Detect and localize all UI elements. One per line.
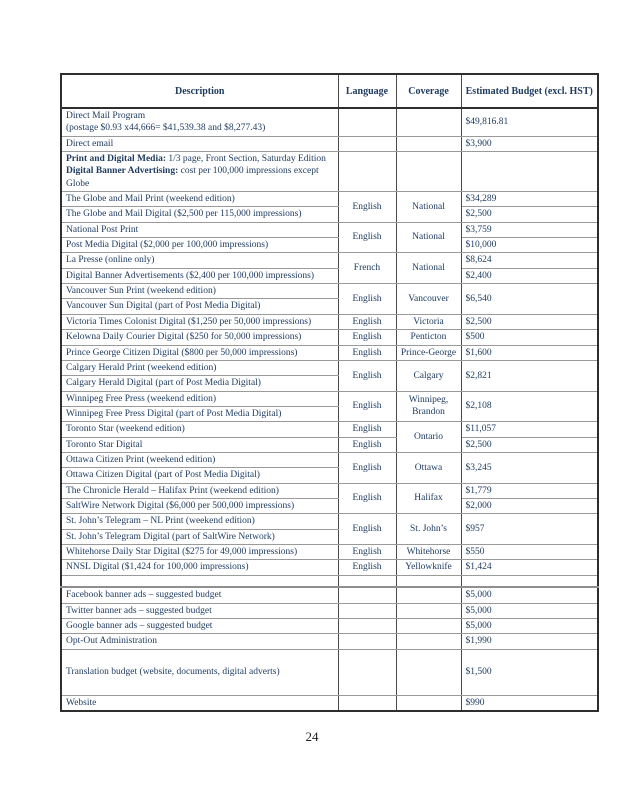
cell-budget: $3,759: [461, 222, 598, 237]
cell-coverage: Whitehorse: [396, 544, 461, 559]
cell-description: The Chronicle Herald – Halifax Print (weekend edition): [61, 483, 338, 498]
cell-budget: $5,000: [461, 603, 598, 618]
table-row: [61, 314, 598, 329]
cell-description: Ottawa Citizen Print (weekend edition): [61, 452, 338, 467]
cell-description: NNSL Digital ($1,424 for 100,000 impressions): [61, 560, 338, 575]
cell-description: Digital Banner Advertisements ($2,400 per 100,000 impressions): [61, 268, 338, 283]
table-row: [61, 222, 598, 237]
table-row: [61, 345, 598, 360]
cell-description: [61, 575, 338, 587]
cell-budget: $2,500: [461, 437, 598, 452]
table-row: [61, 483, 598, 498]
cell-description: Calgary Herald Digital (part of Post Media Digital): [61, 376, 338, 391]
cell-coverage: Penticton: [396, 330, 461, 345]
table-row: [61, 391, 598, 406]
table-row: [61, 452, 598, 467]
table-row: [61, 575, 598, 587]
cell-budget: $2,400: [461, 268, 598, 283]
cell-description: SaltWire Network Digital ($6,000 per 500,000 impressions): [61, 498, 338, 513]
cell-budget: $49,816.81: [461, 108, 598, 136]
cell-language: English: [338, 544, 396, 559]
cell-description: Post Media Digital ($2,000 per 100,000 impressions): [61, 238, 338, 253]
cell-coverage: [396, 695, 461, 711]
cell-coverage: Ottawa: [396, 452, 461, 483]
cell-budget: $8,624: [461, 253, 598, 268]
cell-coverage: [396, 603, 461, 618]
cell-description: Website: [61, 695, 338, 711]
cell-coverage: Yellowknife: [396, 560, 461, 575]
table-row: [61, 360, 598, 375]
cell-description: St. John’s Telegram – NL Print (weekend edition): [61, 514, 338, 529]
cell-budget: $11,057: [461, 422, 598, 437]
cell-description: The Globe and Mail Digital ($2,500 per 115,000 impressions): [61, 207, 338, 222]
cell-description: Toronto Star Digital: [61, 437, 338, 452]
table-row: [61, 437, 598, 452]
cell-description: St. John’s Telegram Digital (part of SaltWire Network): [61, 529, 338, 544]
cell-coverage: Halifax: [396, 483, 461, 514]
cell-budget: $2,500: [461, 314, 598, 329]
table-row: [61, 284, 598, 299]
table-row: [61, 514, 598, 529]
page-number: 24: [305, 729, 319, 744]
cell-language: English: [338, 437, 396, 452]
cell-coverage: [396, 136, 461, 151]
cell-description: Vancouver Sun Digital (part of Post Media Digital): [61, 299, 338, 314]
cell-language: English: [338, 284, 396, 315]
cell-coverage: Vancouver: [396, 284, 461, 315]
cell-coverage: [396, 575, 461, 587]
cell-language: [338, 618, 396, 633]
table-row: [61, 108, 598, 136]
cell-language: [338, 634, 396, 649]
table-row: [61, 695, 598, 711]
cell-description: Ottawa Citizen Digital (part of Post Media Digital): [61, 468, 338, 483]
cell-budget: $1,779: [461, 483, 598, 498]
cell-coverage: National: [396, 253, 461, 284]
cell-description: Opt-Out Administration: [61, 634, 338, 649]
table-row: [61, 560, 598, 575]
table-body: [61, 108, 598, 711]
table-row: [61, 253, 598, 268]
cell-language: English: [338, 345, 396, 360]
cell-coverage: Ontario: [396, 422, 461, 453]
cell-budget: [461, 152, 598, 192]
table-row: [61, 330, 598, 345]
table-row: [61, 238, 598, 253]
table-row: [61, 603, 598, 618]
cell-coverage: [396, 634, 461, 649]
cell-language: [338, 649, 396, 695]
cell-coverage: Calgary: [396, 360, 461, 391]
cell-budget: $500: [461, 330, 598, 345]
cell-language: English: [338, 560, 396, 575]
cell-language: English: [338, 483, 396, 514]
cell-description: Whitehorse Daily Star Digital ($275 for 49,000 impressions): [61, 544, 338, 559]
cell-description: Direct Mail Program (postage $0.93 x44,666= $41,539.38 and $8,277.43): [61, 108, 338, 136]
column-header-language: Language: [338, 74, 396, 108]
cell-language: [338, 587, 396, 603]
cell-language: English: [338, 330, 396, 345]
cell-budget: $2,108: [461, 391, 598, 422]
table-row: [61, 498, 598, 513]
table-row: [61, 544, 598, 559]
cell-description: La Presse (online only): [61, 253, 338, 268]
cell-language: [338, 152, 396, 192]
cell-budget: [461, 575, 598, 587]
cell-coverage: [396, 152, 461, 192]
cell-description: Facebook banner ads – suggested budget: [61, 587, 338, 603]
table-row: [61, 634, 598, 649]
cell-budget: $3,245: [461, 452, 598, 483]
cell-budget: $2,000: [461, 498, 598, 513]
cell-coverage: [396, 618, 461, 633]
cell-description: Prince George Citizen Digital ($800 per 50,000 impressions): [61, 345, 338, 360]
cell-coverage: [396, 587, 461, 603]
cell-budget: $10,000: [461, 238, 598, 253]
cell-language: French: [338, 253, 396, 284]
table-row: [61, 649, 598, 695]
cell-budget: $550: [461, 544, 598, 559]
cell-language: English: [338, 514, 396, 545]
cell-language: English: [338, 222, 396, 253]
cell-language: [338, 136, 396, 151]
cell-language: English: [338, 452, 396, 483]
cell-coverage: [396, 649, 461, 695]
cell-description: Victoria Times Colonist Digital ($1,250 per 50,000 impressions): [61, 314, 338, 329]
budget-table: [60, 73, 599, 712]
cell-coverage: National: [396, 192, 461, 223]
cell-budget: $5,000: [461, 587, 598, 603]
cell-budget: $5,000: [461, 618, 598, 633]
column-header-coverage: Coverage: [396, 74, 461, 108]
cell-description: Direct email: [61, 136, 338, 151]
table-row: [61, 618, 598, 633]
cell-language: [338, 695, 396, 711]
table-header-row: [61, 74, 598, 108]
cell-description: Twitter banner ads – suggested budget: [61, 603, 338, 618]
table-row: [61, 192, 598, 207]
cell-budget: $2,821: [461, 360, 598, 391]
cell-coverage: [396, 108, 461, 136]
table-row: [61, 268, 598, 283]
cell-coverage: Winnipeg, Brandon: [396, 391, 461, 422]
cell-language: English: [338, 391, 396, 422]
cell-description: Print and Digital Media: 1/3 page, Front Section, Saturday Edition Digital Banner Advertising: cost per 100,000 impressions except Globe: [61, 152, 338, 192]
cell-budget: $957: [461, 514, 598, 545]
cell-language: [338, 603, 396, 618]
cell-budget: $34,289: [461, 192, 598, 207]
cell-budget: $2,500: [461, 207, 598, 222]
cell-description: Google banner ads – suggested budget: [61, 618, 338, 633]
cell-description: Translation budget (website, documents, digital adverts): [61, 649, 338, 695]
column-header-description: Description: [61, 74, 338, 108]
cell-budget: $1,424: [461, 560, 598, 575]
table-row: [61, 136, 598, 151]
cell-budget: $990: [461, 695, 598, 711]
cell-language: English: [338, 360, 396, 391]
cell-language: English: [338, 314, 396, 329]
table-row: [61, 422, 598, 437]
cell-coverage: St. John’s: [396, 514, 461, 545]
cell-description: Kelowna Daily Courier Digital ($250 for 50,000 impressions): [61, 330, 338, 345]
cell-language: [338, 575, 396, 587]
table-row: [61, 152, 598, 192]
table-row: [61, 207, 598, 222]
column-header-budget: Estimated Budget (excl. HST): [461, 74, 598, 108]
cell-budget: $3,900: [461, 136, 598, 151]
cell-budget: $1,600: [461, 345, 598, 360]
cell-description: Winnipeg Free Press (weekend edition): [61, 391, 338, 406]
cell-description: Winnipeg Free Press Digital (part of Post Media Digital): [61, 406, 338, 421]
cell-description: The Globe and Mail Print (weekend edition): [61, 192, 338, 207]
cell-coverage: National: [396, 222, 461, 253]
cell-coverage: Prince-George: [396, 345, 461, 360]
cell-coverage: Victoria: [396, 314, 461, 329]
cell-description: Toronto Star (weekend edition): [61, 422, 338, 437]
cell-budget: $6,540: [461, 284, 598, 315]
cell-language: [338, 108, 396, 136]
cell-description: National Post Print: [61, 222, 338, 237]
cell-budget: $1,500: [461, 649, 598, 695]
cell-language: English: [338, 192, 396, 223]
cell-budget: $1,990: [461, 634, 598, 649]
table-row: [61, 587, 598, 603]
cell-language: English: [338, 422, 396, 437]
cell-description: Calgary Herald Print (weekend edition): [61, 360, 338, 375]
cell-description: Vancouver Sun Print (weekend edition): [61, 284, 338, 299]
